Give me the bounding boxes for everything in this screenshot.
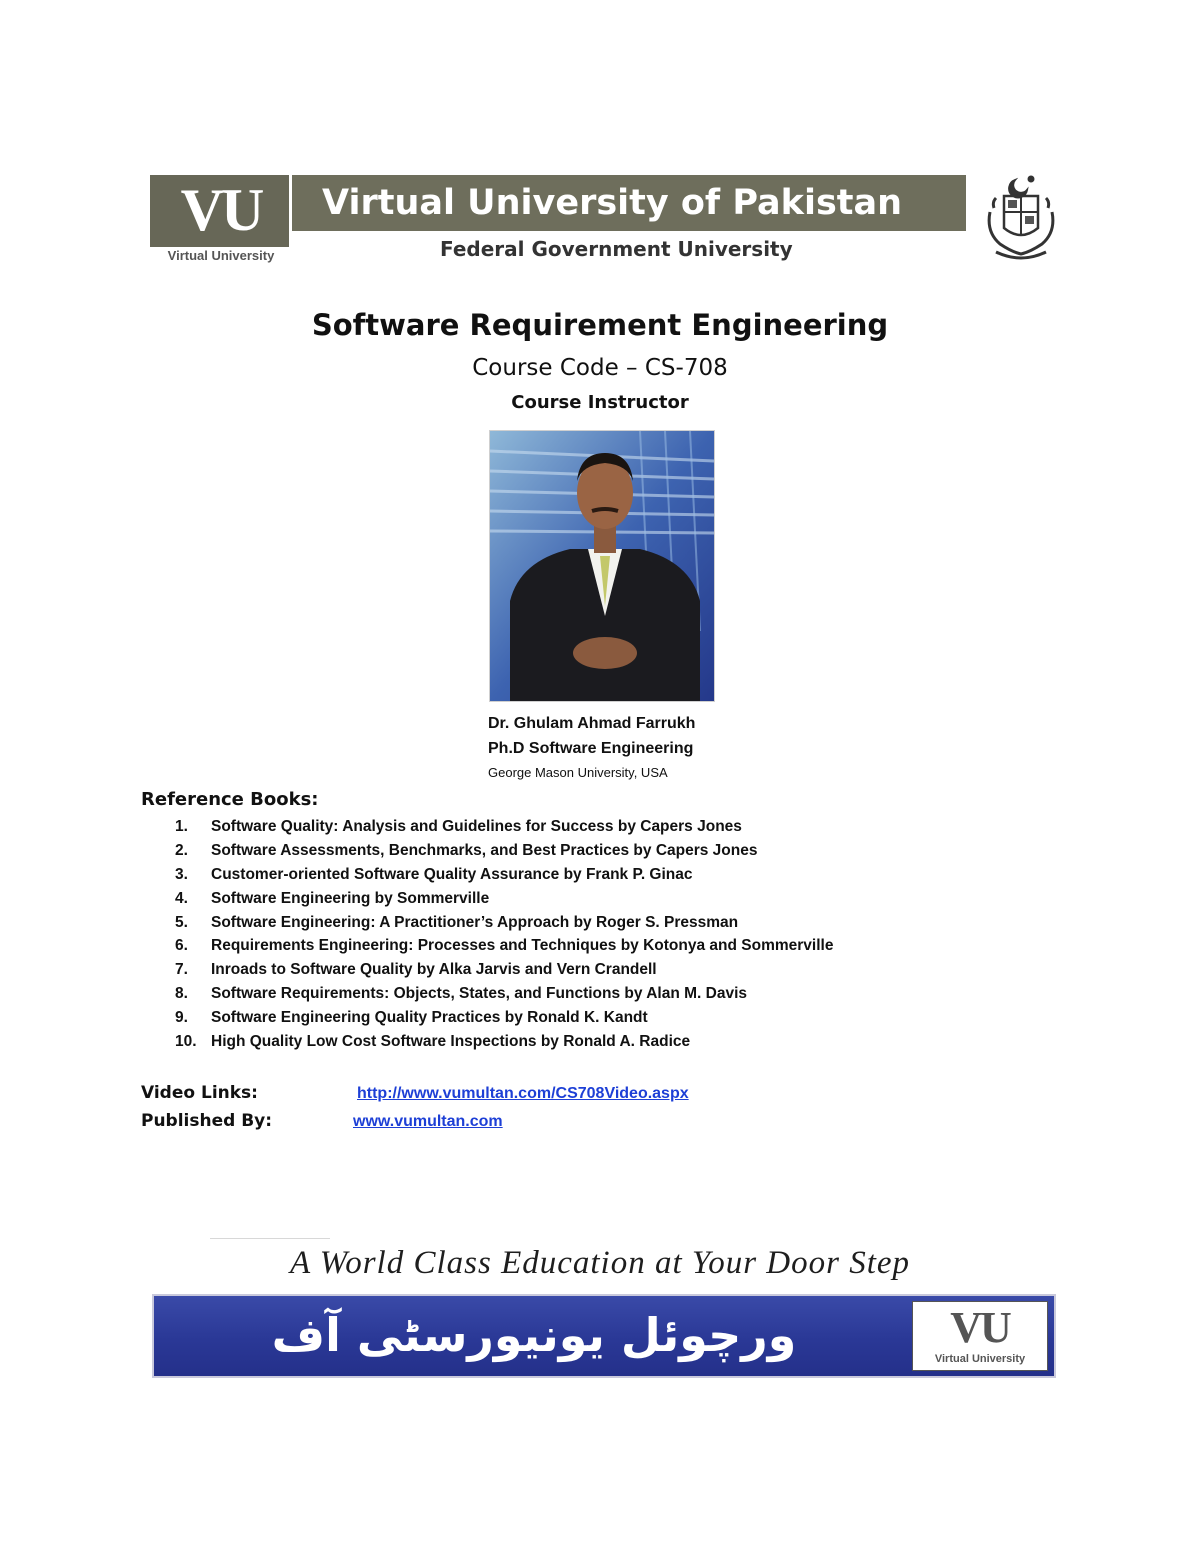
list-item	[175, 864, 1075, 888]
reference-books-list	[175, 816, 1075, 1055]
list-item-number: 1.	[175, 818, 188, 835]
instructor-heading: Course Instructor	[511, 392, 689, 413]
vu-logo-subtitle: Virtual University	[150, 247, 292, 265]
list-item	[175, 983, 1075, 1007]
video-link[interactable]: http://www.vumultan.com/CS708Video.aspx	[357, 1085, 689, 1102]
list-item-number: 9.	[175, 1009, 188, 1027]
video-links-label: Video Links:	[141, 1083, 258, 1103]
vu-logo-mark: VU	[180, 177, 262, 243]
list-item	[175, 816, 1075, 840]
list-item-text: High Quality Low Cost Software Inspections by Ronald A. Radice	[211, 1033, 691, 1051]
list-item	[175, 840, 1075, 864]
list-item-text: Software Quality: Analysis and Guidelines for Success by Capers Jones	[211, 818, 742, 835]
university-subtitle: Federal Government University	[440, 237, 793, 261]
pakistan-emblem-icon	[982, 172, 1060, 264]
list-item-number: 5.	[175, 913, 188, 931]
list-item-text: Customer-oriented Software Quality Assurance by Frank P. Ginac	[211, 865, 693, 883]
publisher-link[interactable]: www.vumultan.com	[353, 1113, 503, 1130]
list-item-text: Software Engineering: A Practitioner’s Approach by Roger S. Pressman	[211, 913, 739, 931]
list-item	[175, 1007, 1075, 1031]
reference-books-heading: Reference Books:	[141, 789, 319, 810]
published-by-label: Published By:	[141, 1111, 273, 1131]
list-item	[175, 935, 1075, 959]
list-item-text: Software Assessments, Benchmarks, and Best Practices by Capers Jones	[211, 841, 758, 859]
list-item-number: 6.	[175, 937, 188, 955]
list-item-number: 4.	[175, 889, 188, 907]
list-item	[175, 888, 1075, 912]
course-code: Course Code – CS-708	[472, 355, 728, 381]
footer-vu-logo-subtitle: Virtual University	[934, 1353, 1026, 1365]
university-title: Virtual University of Pakistan	[322, 183, 903, 223]
instructor-name: Dr. Ghulam Ahmad Farrukh	[488, 715, 696, 732]
list-item-number: 3.	[175, 865, 188, 883]
vu-logo	[150, 175, 292, 265]
list-item-number: 7.	[175, 961, 188, 979]
footer-vu-logo-mark: VU	[950, 1303, 1010, 1352]
instructor-photo	[489, 430, 715, 702]
list-item-text: Inroads to Software Quality by Alka Jarvis and Vern Crandell	[211, 961, 657, 979]
footer-vu-logo	[912, 1301, 1048, 1371]
footer-banner	[152, 1294, 1056, 1428]
list-item-number: 8.	[175, 985, 188, 1003]
footer-tagline: A World Class Education at Your Door Step	[289, 1245, 911, 1281]
list-item	[175, 1031, 1075, 1055]
list-item	[175, 912, 1075, 936]
list-item-text: Software Engineering Quality Practices by Ronald K. Kandt	[211, 1009, 648, 1027]
header-banner	[150, 175, 966, 265]
list-item-text: Requirements Engineering: Processes and Techniques by Kotonya and Sommerville	[211, 937, 834, 955]
list-item-number: 10.	[175, 1033, 197, 1051]
list-item-text: Software Requirements: Objects, States, and Functions by Alan M. Davis	[211, 985, 748, 1003]
list-item	[175, 959, 1075, 983]
instructor-degree: Ph.D Software Engineering	[488, 740, 694, 757]
course-title: Software Requirement Engineering	[311, 308, 889, 342]
list-item-text: Software Engineering by Sommerville	[211, 889, 490, 907]
footer-urdu-title: ورچوئل یونیورسٹی آف پاکستان	[271, 1308, 797, 1428]
footer-divider	[210, 1238, 330, 1239]
list-item-number: 2.	[175, 841, 188, 859]
instructor-university: George Mason University, USA	[488, 765, 668, 780]
